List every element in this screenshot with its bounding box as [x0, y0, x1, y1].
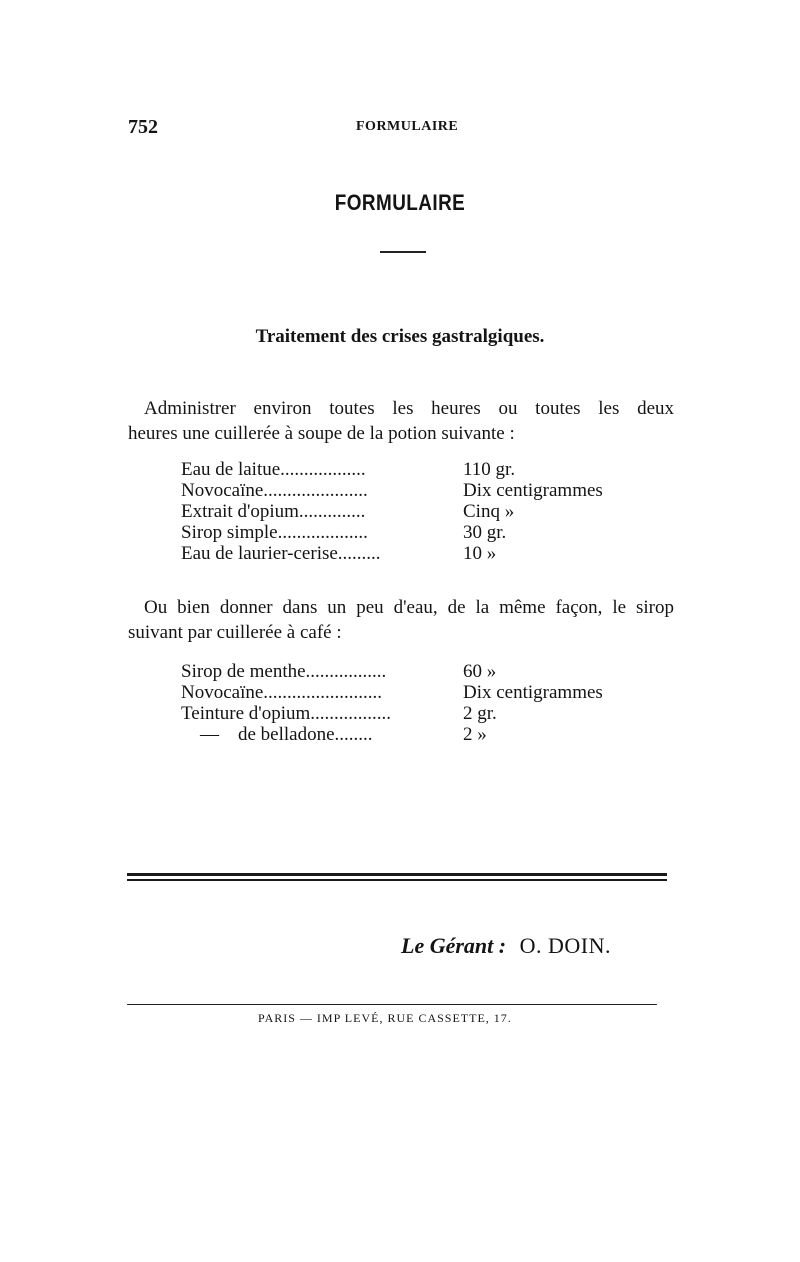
- dose: Dix centigrammes: [463, 480, 603, 501]
- ingredient: Sirop de menthe.................: [181, 661, 387, 682]
- dose: 10 »: [463, 543, 497, 564]
- signature: [401, 933, 611, 959]
- signature-name: O. DOIN.: [519, 933, 611, 958]
- dose: Cinq »: [463, 501, 515, 522]
- running-title: FORMULAIRE: [356, 119, 459, 134]
- dose: Dix centigrammes: [463, 682, 603, 703]
- ingredient: Sirop simple...................: [181, 522, 368, 543]
- prescription-row: [181, 703, 641, 724]
- page-number: 752: [128, 116, 158, 138]
- title-rule: [380, 251, 426, 253]
- ingredient: Novocaïne.........................: [181, 682, 383, 703]
- prescription-row: [181, 724, 641, 745]
- ingredient: — de belladone........: [181, 724, 373, 745]
- ingredient: Eau de laitue..................: [181, 459, 366, 480]
- dose: 2 »: [463, 724, 487, 745]
- dose: 2 gr.: [463, 703, 497, 724]
- paragraph-1: [128, 396, 674, 446]
- paragraph-2: [128, 595, 674, 645]
- dose: 30 gr.: [463, 522, 507, 543]
- printer-imprint: PARIS — IMP LEVÉ, RUE CASSETTE, 17.: [258, 1011, 512, 1025]
- prescription-1: [181, 459, 641, 564]
- paragraph-2-line-1: Ou bien donner dans un peu d'eau, de la même façon, le sirop: [144, 597, 674, 618]
- prescription-row: [181, 501, 641, 522]
- prescription-row: [181, 480, 641, 501]
- prescription-row: [181, 543, 641, 564]
- ingredient: Novocaïne......................: [181, 480, 368, 501]
- subtitle: Traitement des crises gastralgiques.: [255, 326, 545, 347]
- paragraph-2-line-2: suivant par cuillerée à café :: [128, 622, 342, 643]
- double-rule-divider: [127, 873, 667, 881]
- paragraph-1-line-2: heures une cuillerée à soupe de la potion suivante :: [128, 423, 515, 444]
- ingredient: Teinture d'opium.................: [181, 703, 392, 724]
- prescription-row: [181, 661, 641, 682]
- prescription-row: [181, 682, 641, 703]
- dose: 110 gr.: [463, 459, 516, 480]
- signature-label: Le Gérant :: [401, 933, 507, 958]
- dose: 60 »: [463, 661, 497, 682]
- imprint-rule: [127, 1004, 657, 1005]
- ingredient: Eau de laurier-cerise.........: [181, 543, 381, 564]
- paragraph-1-line-1: Administrer environ toutes les heures ou toutes les deux: [144, 398, 674, 419]
- prescription-2: [181, 661, 641, 745]
- prescription-row: [181, 522, 641, 543]
- prescription-row: [181, 459, 641, 480]
- ingredient: Extrait d'opium..............: [181, 501, 366, 522]
- section-title: FORMULAIRE: [334, 190, 466, 215]
